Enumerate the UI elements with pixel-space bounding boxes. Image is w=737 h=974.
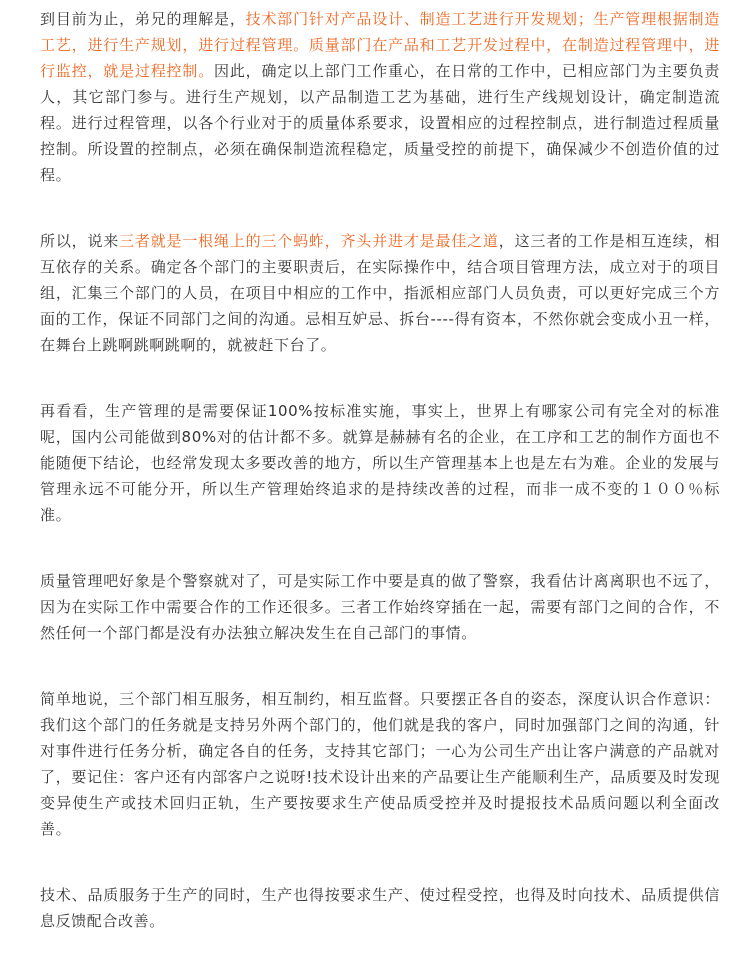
text-run: 所以，说来 [40,232,120,250]
text-run: ，这三者的工作是相互连续，相互依存的关系。确定各个部门的主要职责后，在实际操作中，结合项目管理方法，成立对于的项目组，汇集三个部门的人员，在项目中相应的工作中，指派相应部门人员负责，可以更好完成三个方面的工作，保证不同部门之间的沟通。忌相互妒忌、拆台----得有资本，不然你就会变成小丑一样，在舞台上跳啊跳啊跳啊的，就被赶下台了。 [40,232,720,354]
text-run: 因此，确定以上部门工作重心，在日常的工作中，已相应部门为主要负责人，其它部门参与。进行生产规划，以产品制造工艺为基础，进行生产线规划设计，确定制造流程。进行过程管理，以各个行业对于的质量体系要求，设置相应的过程控制点，进行制造过程质量控制。所设置的控制点，必须在确保制造流程稳定，质量受控的前提下，确保减少不创造价值的过程。 [40,62,720,184]
paragraph-2 [40,228,720,358]
paragraph-5 [40,686,720,842]
paragraph-1 [40,6,720,188]
highlighted-text: 三者就是一根绳上的三个蚂蚱，齐头并进才是最佳之道 [119,232,499,250]
text-run: 简单地说，三个部门相互服务，相互制约，相互监督。只要摆正各自的姿态，深度认识合作意识：我们这个部门的任务就是支持另外两个部门的，他们就是我的客户，同时加强部门之间的沟通，针对事件进行任务分析，确定各自的任务，支持其它部门；一心为公司生产出让客户满意的产品就对了，要记住：客户还有内部客户之说呀!技术设计出来的产品要让生产能顺利生产，品质要及时发现变异使生产或技术回归正轨，生产要按要求生产使品质受控并及时提报技术品质问题以利全面改善。 [40,690,720,838]
text-run: 再看看，生产管理的是需要保证100%按标准实施，事实上，世界上有哪家公司有完全对的标准呢，国内公司能做到80%对的估计都不多。就算是赫赫有名的企业，在工序和工艺的制作方面也不能随便下结论，也经常发现太多要改善的地方，所以生产管理基本上也是左右为难。企业的发展与管理永远不可能分开，所以生产管理始终追求的是持续改善的过程，而非一成不变的１００％标准。 [40,402,720,524]
text-run: 技术、品质服务于生产的同时，生产也得按要求生产、使过程受控，也得及时向技术、品质提供信息反馈配合改善。 [40,886,720,930]
paragraph-6 [40,882,720,934]
article-body [40,6,720,974]
paragraph-4 [40,568,720,646]
text-run: 质量管理吧好象是个警察就对了，可是实际工作中要是真的做了警察，我看估计离离职也不远了，因为在实际工作中需要合作的工作还很多。三者工作始终穿插在一起，需要有部门之间的合作，不然任何一个部门都是没有办法独立解决发生在自己部门的事情。 [40,572,720,642]
text-run: 到目前为止，弟兄的理解是， [40,10,246,28]
highlighted-text: 技术部门针对产品设计、制造工艺进行开发规划；生产管理根据制造工艺，进行生产规划，进行过程管理。质量部门在产品和工艺开发过程中，在制造过程管理中，进行监控，就是过程控制。 [40,10,720,80]
paragraph-3 [40,398,720,528]
